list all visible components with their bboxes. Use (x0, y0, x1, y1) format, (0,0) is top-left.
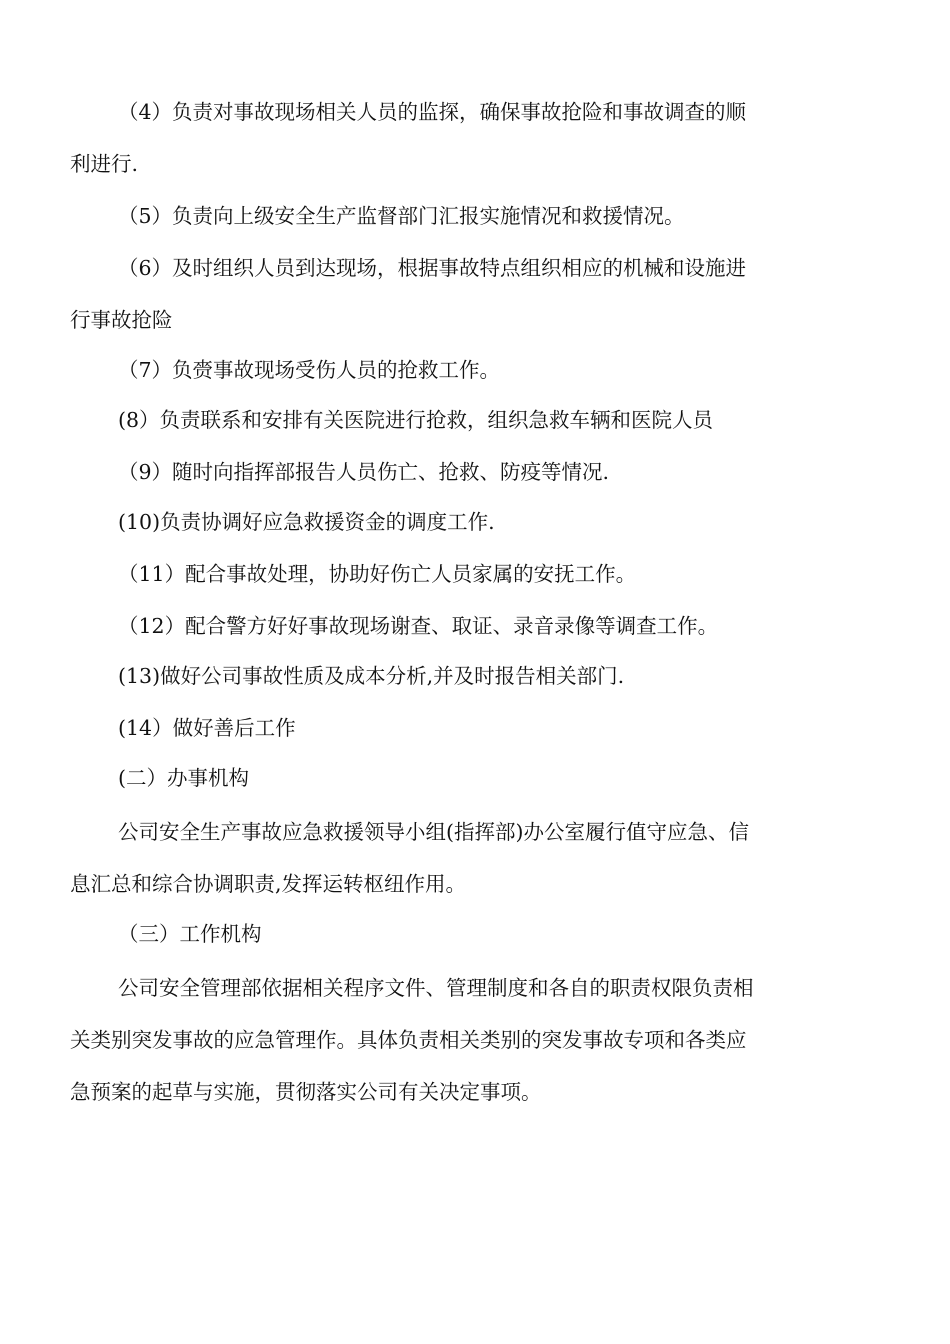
text-line: （9）随时向指挥部报告人员伤亡、抢救、防疫等情况. (118, 460, 610, 484)
paragraph-item-7 (0, 344, 950, 396)
paragraph-item-8 (0, 394, 950, 446)
text-line: 公司安全生产事故应急救援领导小组(指挥部)办公室履行值守应急、信 (118, 820, 749, 844)
text-line: （11）配合事故处理，协助好伤亡人员家属的安抚工作。 (118, 562, 637, 586)
text-line: (10)负责协调好应急救援资金的调度工作. (118, 510, 495, 534)
text-line: (二）办事机构 (118, 766, 249, 790)
paragraph-item-14 (0, 702, 950, 754)
text-line: 息汇总和综合协调职责,发挥运转枢纽作用。 (70, 872, 467, 896)
text-line: （7）负赍事故现场受伤人员的抢救工作。 (118, 358, 501, 382)
paragraph-item-6 (0, 242, 950, 346)
paragraph-item-9 (0, 446, 950, 498)
text-line: （6）及时组织人员到达现场，根据事故特点组织相应的机械和设施进 (118, 256, 747, 280)
paragraph-office-description (0, 806, 950, 910)
paragraph-item-5 (0, 190, 950, 242)
text-line: 行事故抢险 (70, 308, 173, 332)
text-line: 急预案的起草与实施，贯彻落实公司有关决定事项。 (70, 1080, 542, 1104)
paragraph-item-10 (0, 496, 950, 548)
text-line: 利进行. (70, 152, 139, 176)
paragraph-item-11 (0, 548, 950, 600)
paragraph-item-4 (0, 86, 950, 190)
text-line: 关类别突发事故的应急管理作。具体负责相关类别的突发事故专项和各类应 (70, 1028, 747, 1052)
text-line: 公司安全管理部依据相关程序文件、管理制度和各自的职责权限负责相 (118, 976, 754, 1000)
text-line: （4）负责对事故现场相关人员的监探，确保事故抢险和事故调查的顺 (118, 100, 747, 124)
text-line: （12）配合警方好好事故现场谢查、取证、录音录像等调查工作。 (118, 614, 719, 638)
text-line: （三）工作机构 (118, 922, 262, 946)
text-line: (14）做好善后工作 (118, 716, 296, 740)
paragraph-item-13 (0, 650, 950, 702)
paragraph-work-body-description (0, 962, 950, 1118)
paragraph-item-12 (0, 600, 950, 652)
section-heading-work-body (0, 908, 950, 960)
text-line: (13)做好公司事故性质及成本分析,并及时报告相关部门. (118, 664, 625, 688)
text-line: (8）负责联系和安排有关医院进行抢救，组织急救车辆和医院人员 (118, 408, 714, 432)
section-heading-office (0, 752, 950, 804)
text-line: （5）负责向上级安全生产监督部门汇报实施情况和救援情况。 (118, 204, 685, 228)
